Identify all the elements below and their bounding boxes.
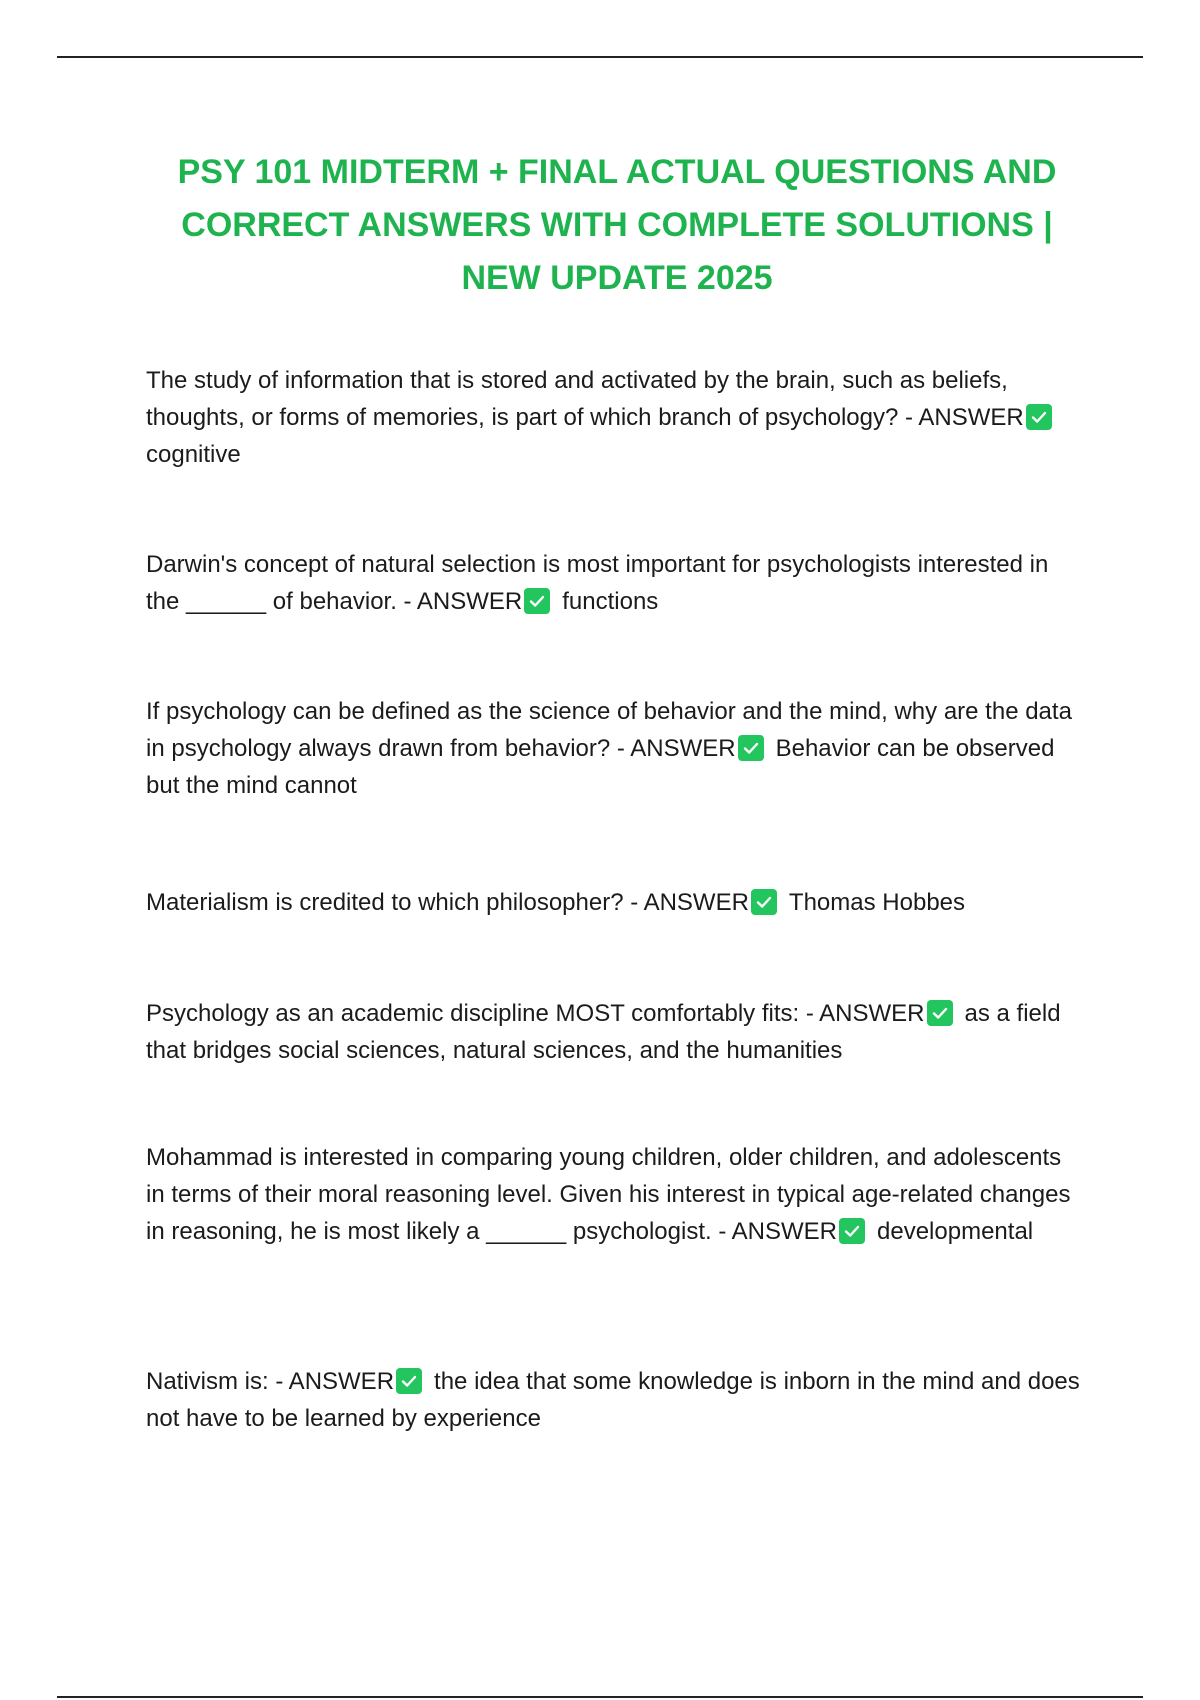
checkmark-icon	[524, 588, 550, 614]
top-rule	[57, 56, 1143, 58]
qa-item	[146, 1363, 1086, 1437]
qa-item	[146, 1139, 1086, 1250]
qa-item	[146, 995, 1086, 1069]
answer-label: - ANSWER	[275, 1368, 395, 1395]
answer-text: Behavior can be observed but the mind cannot	[146, 735, 1055, 799]
qa-item	[146, 362, 1086, 473]
answer-label: - ANSWER	[616, 735, 736, 762]
question-text: The study of information that is stored and activated by the brain, such as beliefs, thoughts, or forms of memories, is part of which branch of psychology?	[146, 367, 1008, 431]
answer-text: cognitive	[146, 441, 241, 468]
answer-text: as a field that bridges social sciences, natural sciences, and the humanities	[146, 1000, 1061, 1064]
document-title: PSY 101 MIDTERM + FINAL ACTUAL QUESTIONS AND CORRECT ANSWERS WITH COMPLETE SOLUTIONS | NEW UPDATE 2025	[177, 153, 1057, 297]
question-text: If psychology can be defined as the science of behavior and the mind, why are the data in psychology always drawn from behavior?	[146, 698, 1072, 762]
bottom-rule	[57, 1696, 1143, 1698]
checkmark-icon	[751, 889, 777, 915]
qa-item	[146, 546, 1086, 620]
answer-text: Thomas Hobbes	[788, 889, 966, 916]
answer-label: - ANSWER	[630, 889, 749, 916]
question-text: Materialism is credited to which philosopher?	[146, 889, 624, 916]
question-text: Psychology as an academic discipline MOST comfortably fits:	[146, 1000, 800, 1027]
answer-label: - ANSWER	[805, 1000, 925, 1027]
answer-text: developmental	[877, 1218, 1034, 1245]
question-text: Mohammad is interested in comparing young children, older children, and adolescents in terms of their moral reasoning level. Given his interest in typical age-related changes in reasoning, he is most likely a ______ psychologist.	[146, 1144, 1071, 1245]
checkmark-icon	[927, 1000, 953, 1026]
checkmark-icon	[839, 1218, 865, 1244]
answer-label: - ANSWER	[718, 1218, 838, 1245]
question-text: Darwin's concept of natural selection is most important for psychologists interested in the ______ of behavior.	[146, 551, 1049, 615]
qa-item	[146, 884, 1086, 921]
checkmark-icon	[396, 1368, 422, 1394]
answer-text: functions	[562, 588, 659, 615]
question-text: Nativism is:	[146, 1368, 269, 1395]
checkmark-icon	[1026, 404, 1052, 430]
answer-label: - ANSWER	[403, 588, 523, 615]
answer-label: - ANSWER	[905, 404, 1024, 431]
qa-item	[146, 693, 1086, 804]
answer-text: the idea that some knowledge is inborn in the mind and does not have to be learned by experience	[146, 1368, 1080, 1432]
checkmark-icon	[738, 735, 764, 761]
